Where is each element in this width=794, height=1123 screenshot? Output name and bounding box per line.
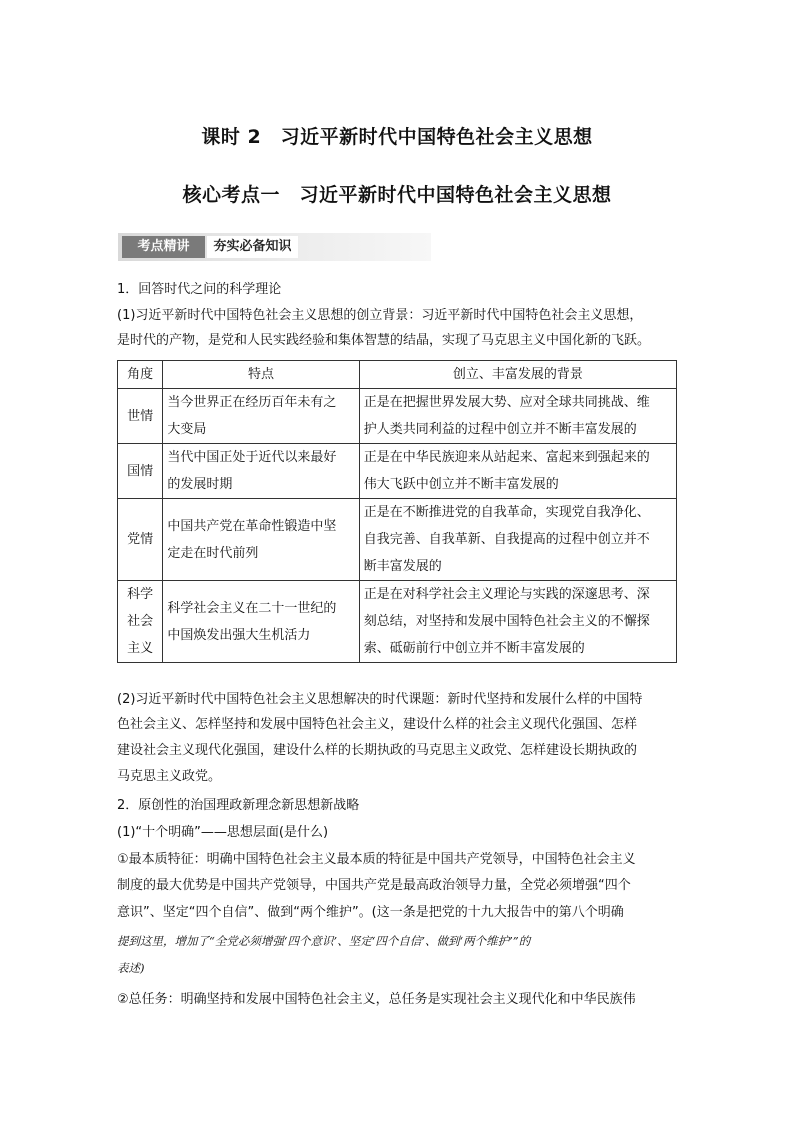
paragraph-line: 建设社会主义现代化强国，建设什么样的长期执政的马克思主义政党、怎样建设长期执政的 xyxy=(117,743,638,758)
cell-background xyxy=(359,499,676,581)
cell-text: 国情 xyxy=(127,463,154,479)
annotation-note: 表述) xyxy=(117,961,145,975)
table-row xyxy=(118,581,677,663)
cell-angle xyxy=(118,581,163,663)
annotation-note: 提到这里，增加了“全党必须增强‘四个意识’、坚定‘四个自信’、做到‘两个维护’”的 xyxy=(117,934,531,948)
cell-text: 正是在不断推进党的自我革命，实现党自我净化、 xyxy=(363,505,650,520)
background-table xyxy=(117,360,677,663)
cell-text: 自我完善、自我革新、自我提高的过程中创立并不 xyxy=(363,532,650,547)
section-heading-1: 1．回答时代之问的科学理论 xyxy=(117,282,282,297)
cell-text: 刻总结，对坚持和发展中国特色社会主义的不懈探 xyxy=(363,614,650,629)
cell-feature xyxy=(163,444,359,499)
subheading: (1)“十个明确”——思想层面(是什么) xyxy=(117,825,329,840)
cell-text: 定走在时代前列 xyxy=(167,545,259,561)
cell-text: 断丰富发展的 xyxy=(363,559,442,574)
cell-background xyxy=(359,444,676,499)
banner-tag-key-points: 考点精讲 xyxy=(122,236,205,258)
cell-text: 索、砥砺前行中创立并不断丰富发展的 xyxy=(363,641,585,656)
header-cell-angle: 角度 xyxy=(118,361,163,389)
section-heading-2: 2．原创性的治国理政新理念新思想新战略 xyxy=(117,798,360,813)
cell-text: 科学社会主义在二十一世纪的 xyxy=(167,600,337,616)
cell-text: 护人类共同利益的过程中创立并不断丰富发展的 xyxy=(363,422,637,437)
cell-text: 世情 xyxy=(127,408,154,424)
cell-feature xyxy=(163,389,359,444)
paragraph-line: 制度的最大优势是中国共产党领导，中国共产党是最高政治领导力量，全党必须增强“四个 xyxy=(117,878,631,893)
paragraph-line: (1)习近平新时代中国特色社会主义思想的创立背景：习近平新时代中国特色社会主义思想， xyxy=(117,308,643,323)
paragraph-line: 意识”、坚定“四个自信”、做到“两个维护”。(这一条是把党的十九大报告中的第八个明确 xyxy=(117,905,624,920)
paragraph-line: ②总任务：明确坚持和发展中国特色社会主义，总任务是实现社会主义现代化和中华民族伟 xyxy=(117,992,636,1007)
cell-text: 伟大飞跃中创立并不断丰富发展的 xyxy=(363,477,559,492)
cell-text: 中国焕发出强大生机活力 xyxy=(167,627,311,643)
cell-text: 社会 xyxy=(127,614,154,629)
cell-angle xyxy=(118,499,163,581)
cell-text: 大变局 xyxy=(167,422,207,437)
cell-text: 当今世界正在经历百年未有之 xyxy=(167,395,337,410)
cell-text: 当代中国正处于近代以来最好 xyxy=(167,450,337,465)
cell-feature xyxy=(163,499,359,581)
table-row xyxy=(118,389,677,444)
cell-text: 正是在对科学社会主义理论与实践的深邃思考、深 xyxy=(363,587,650,602)
cell-background xyxy=(359,581,676,663)
paragraph-line: (2)习近平新时代中国特色社会主义思想解决的时代课题：新时代坚持和发展什么样的中国特 xyxy=(117,692,643,707)
banner-tag-essential-knowledge: 夯实必备知识 xyxy=(207,236,298,258)
table-row xyxy=(118,499,677,581)
table-header-row xyxy=(118,361,677,389)
cell-text: 正是在把握世界发展大势、应对全球共同挑战、维 xyxy=(363,395,650,410)
cell-background xyxy=(359,389,676,444)
cell-text: 主义 xyxy=(127,641,154,656)
paragraph-line: ①最本质特征：明确中国特色社会主义最本质的特征是中国共产党领导，中国特色社会主义 xyxy=(117,852,636,867)
lesson-title: 课时 2 习近平新时代中国特色社会主义思想 xyxy=(201,126,593,148)
cell-text: 科学 xyxy=(127,587,154,602)
cell-angle xyxy=(118,444,163,499)
cell-text: 正是在中华民族迎来从站起来、富起来到强起来的 xyxy=(363,450,650,465)
table-row xyxy=(118,444,677,499)
cell-text: 党情 xyxy=(127,532,154,547)
cell-text: 中国共产党在革命性锻造中坚 xyxy=(167,518,337,534)
cell-feature xyxy=(163,581,359,663)
paragraph-line: 马克思主义政党。 xyxy=(117,769,222,784)
section-banner xyxy=(118,233,431,261)
core-point-title: 核心考点一 习近平新时代中国特色社会主义思想 xyxy=(182,184,612,206)
cell-text: 的发展时期 xyxy=(167,477,233,492)
cell-angle xyxy=(118,389,163,444)
header-cell-background: 创立、丰富发展的背景 xyxy=(359,361,676,389)
header-cell-feature: 特点 xyxy=(163,361,359,389)
paragraph-line: 色社会主义、怎样坚持和发展中国特色社会主义，建设什么样的社会主义现代化强国、怎样 xyxy=(117,717,638,732)
paragraph-line: 是时代的产物，是党和人民实践经验和集体智慧的结晶，实现了马克思主义中国化新的飞跃。 xyxy=(117,333,651,348)
